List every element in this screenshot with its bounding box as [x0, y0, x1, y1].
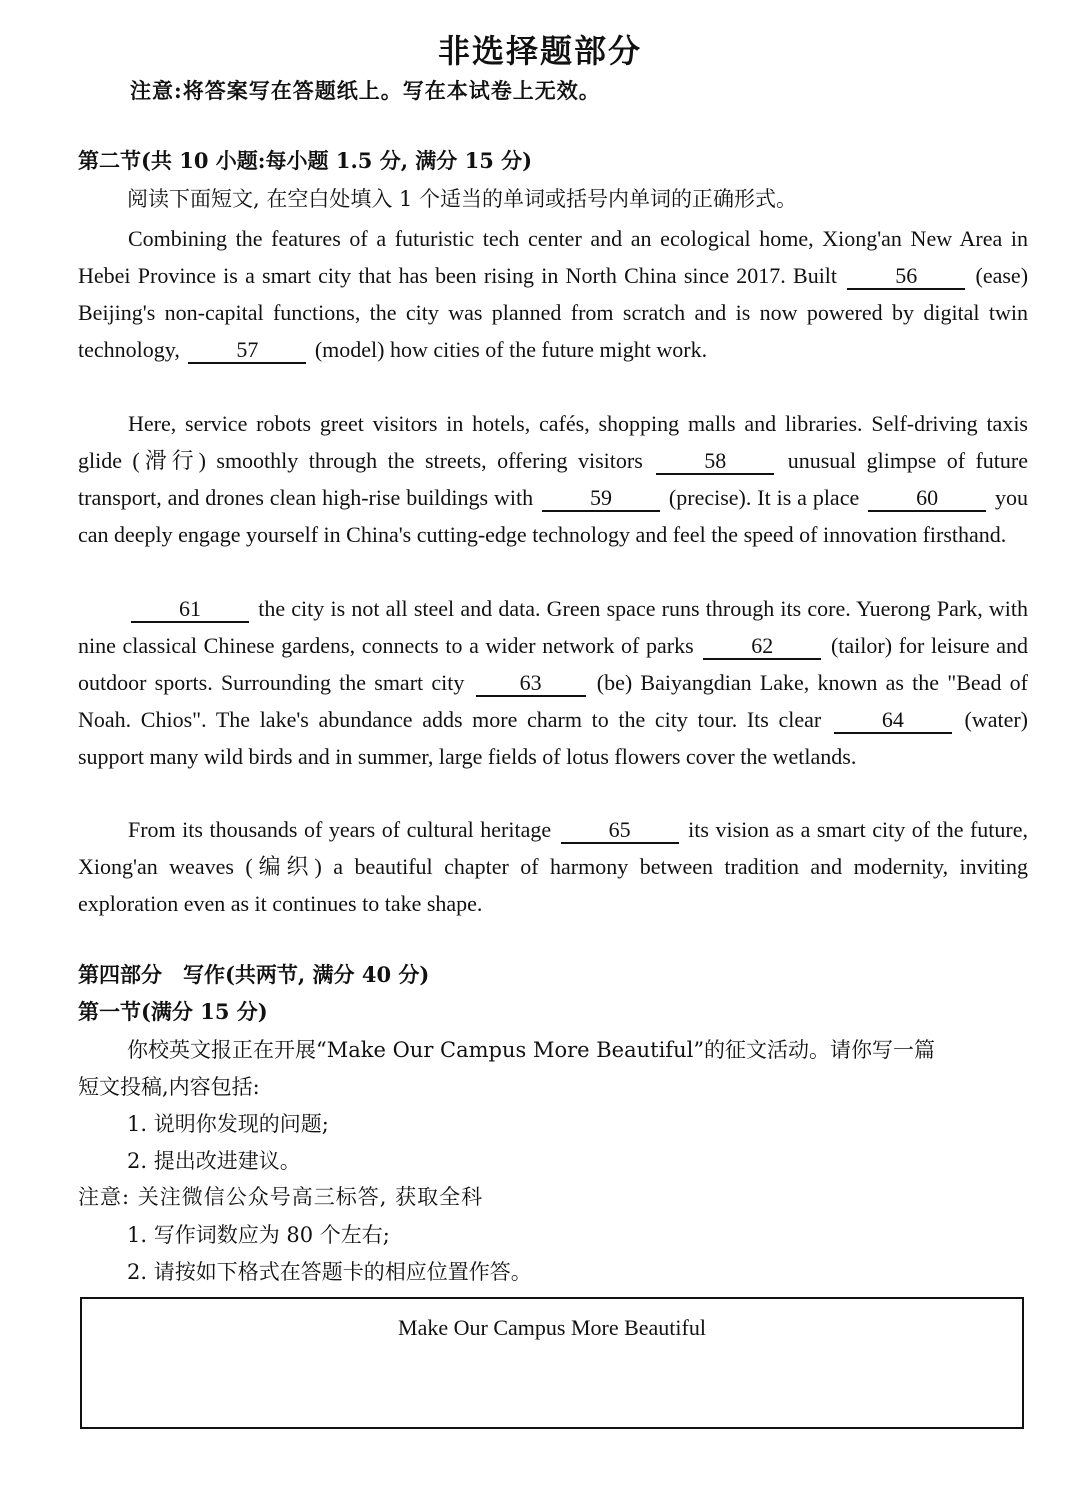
passage-text: (be) Baiyangdian Lake, known as the "Bead of Noah. Chios". The lake's abundance adds more charm to the city tour. Its clear	[78, 670, 1028, 732]
blank-58[interactable]: 58	[656, 449, 774, 475]
part4-subheading: 第一节(满分 15 分)	[78, 999, 268, 1024]
section-instruction: 阅读下面短文, 在空白处填入 1 个适当的单词或括号内单词的正确形式。	[127, 187, 798, 211]
passage-text: the city is not all steel and data. Green space runs through its core. Yuerong Park, with nine classical Chinese gardens, connects to a wider network of parks	[78, 596, 1029, 658]
passage-paragraph-4	[78, 811, 1028, 922]
writing-note: 注意: 关注微信公众号高三标答, 获取全科	[78, 1185, 484, 1209]
answer-format-box	[80, 1297, 1024, 1429]
passage-text: unusual glimpse of future transport, and drones clean high-rise buildings with	[78, 448, 1029, 510]
note-item-2: 2. 请按如下格式在答题卡的相应位置作答。	[127, 1260, 532, 1284]
page-title: 非选择题部分	[437, 32, 642, 70]
passage-text: you can deeply engage yourself in China's cutting-edge technology and feel the speed of innovation firsthand.	[78, 485, 1029, 547]
writing-prompt-cont: 短文投稿,内容包括:	[78, 1075, 260, 1099]
part4-heading: 第四部分 写作(共两节, 满分 40 分)	[78, 962, 430, 987]
blank-60[interactable]: 60	[868, 486, 986, 512]
passage-paragraph-3	[78, 590, 1028, 775]
section-heading: 第二节(共 10 小题:每小题 1.5 分, 满分 15 分)	[78, 148, 533, 173]
blank-63[interactable]: 63	[476, 671, 586, 697]
blank-61[interactable]: 61	[131, 597, 249, 623]
prompt-item-1: 1. 说明你发现的问题;	[127, 1112, 329, 1136]
blank-62[interactable]: 62	[703, 634, 821, 660]
passage-text: its vision as a smart city of the future, Xiong'an weaves (编织) a beautiful chapter of harmony between tradition and modernity, inviting exploration even as it continues to take shape.	[78, 817, 1029, 916]
passage-text: (water) support many wild birds and in summer, large fields of lotus flowers cover the wetlands.	[78, 707, 1029, 769]
note-item-1: 1. 写作词数应为 80 个左右;	[127, 1223, 390, 1247]
blank-57[interactable]: 57	[188, 338, 306, 364]
passage-text: (ease) Beijing's non-capital functions, the city was planned from scratch and is now powered by digital twin technology,	[78, 263, 1029, 362]
passage-paragraph-1	[78, 220, 1028, 368]
blank-65[interactable]: 65	[561, 818, 679, 844]
answer-notice: 注意:将答案写在答题纸上。写在本试卷上无效。	[130, 78, 601, 103]
passage-text: (model) how cities of the future might work.	[314, 337, 708, 362]
essay-title: Make Our Campus More Beautiful	[398, 1315, 706, 1340]
writing-prompt: 你校英文报正在开展“Make Our Campus More Beautiful”的征文活动。请你写一篇	[127, 1038, 936, 1062]
prompt-item-2: 2. 提出改进建议。	[127, 1149, 301, 1173]
passage-text: (precise). It is a place	[668, 485, 860, 510]
passage-text: Here, service robots greet visitors in hotels, cafés, shopping malls and libraries. Self-driving taxis glide (滑行) smoothly through the streets, offering visitors	[78, 411, 1028, 473]
passage-paragraph-2	[78, 405, 1028, 553]
blank-56[interactable]: 56	[847, 264, 965, 290]
passage-text: From its thousands of years of cultural heritage	[128, 817, 552, 842]
passage-text: Combining the features of a futuristic tech center and an ecological home, Xiong'an New Area in Hebei Province is a smart city that has been rising in North China since 2017. Built	[78, 226, 1028, 288]
blank-64[interactable]: 64	[834, 708, 952, 734]
blank-59[interactable]: 59	[542, 486, 660, 512]
passage-text: (tailor) for leisure and outdoor sports. Surrounding the smart city	[78, 633, 1029, 695]
